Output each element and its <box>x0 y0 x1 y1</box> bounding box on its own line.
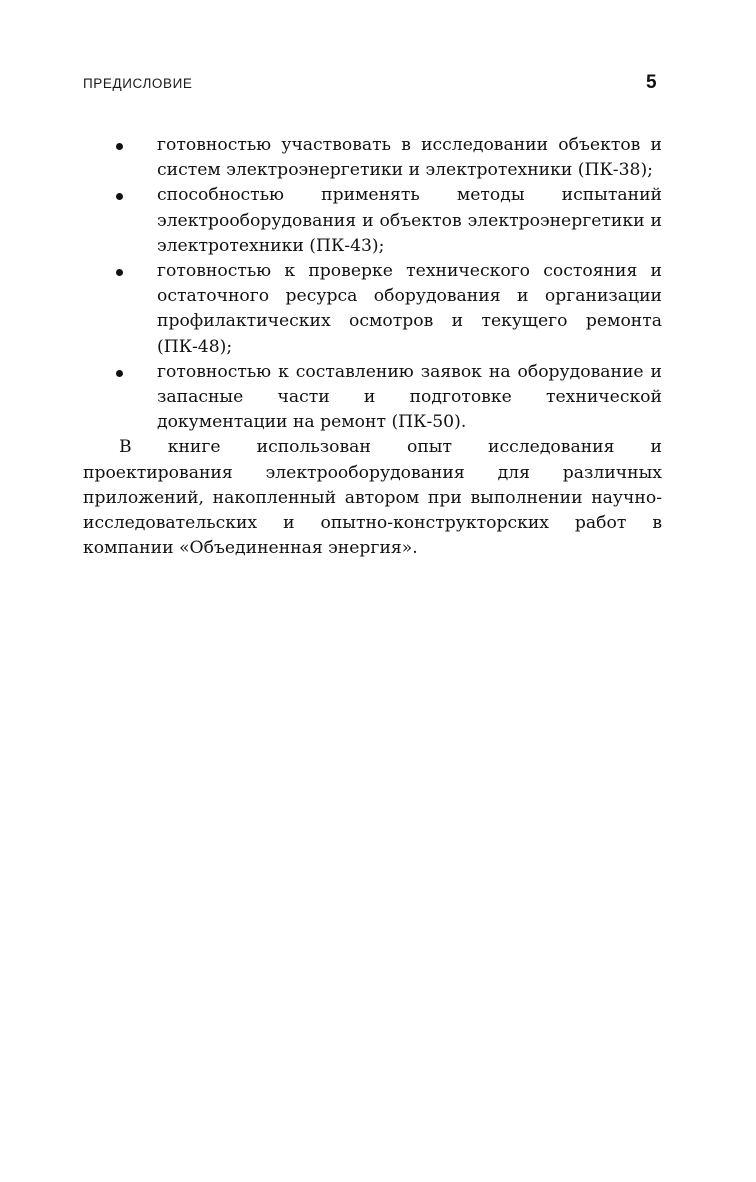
page-number: 5 <box>646 72 657 93</box>
page-body <box>83 133 662 561</box>
list-item <box>83 183 662 259</box>
list-item <box>83 259 662 360</box>
list-item-text: способностью применять методы испытаний электрооборудования и объектов электроэнергетики и электротехники (ПК-43); <box>157 185 662 256</box>
bullet-icon <box>116 143 123 150</box>
running-head-title: ПРЕДИСЛОВИЕ <box>83 76 193 91</box>
bullet-icon <box>116 193 123 200</box>
bullet-icon <box>116 370 123 377</box>
list-item-text: готовностью к составлению заявок на оборудование и запасные части и подготовке технической документации на ремонт (ПК-50). <box>157 361 662 433</box>
list-item <box>83 360 662 436</box>
competency-list <box>83 133 662 435</box>
list-item <box>83 133 662 183</box>
bullet-icon <box>116 269 123 276</box>
list-item-text: готовностью к проверке технического состояния и остаточного ресурса оборудования и организации профилактических осмотров и текущего ремонта (ПК-48); <box>157 261 662 357</box>
body-paragraph: В книге использован опыт исследования и проектирования электрооборудования для различных приложений, накопленный автором при выполнении научно-исследовательских и опытно-конструкторских работ в компании «Объединенная энергия». <box>83 437 662 559</box>
list-item-text: готовностью участвовать в исследовании объектов и систем электроэнергетики и электротехники (ПК-38); <box>157 135 662 181</box>
